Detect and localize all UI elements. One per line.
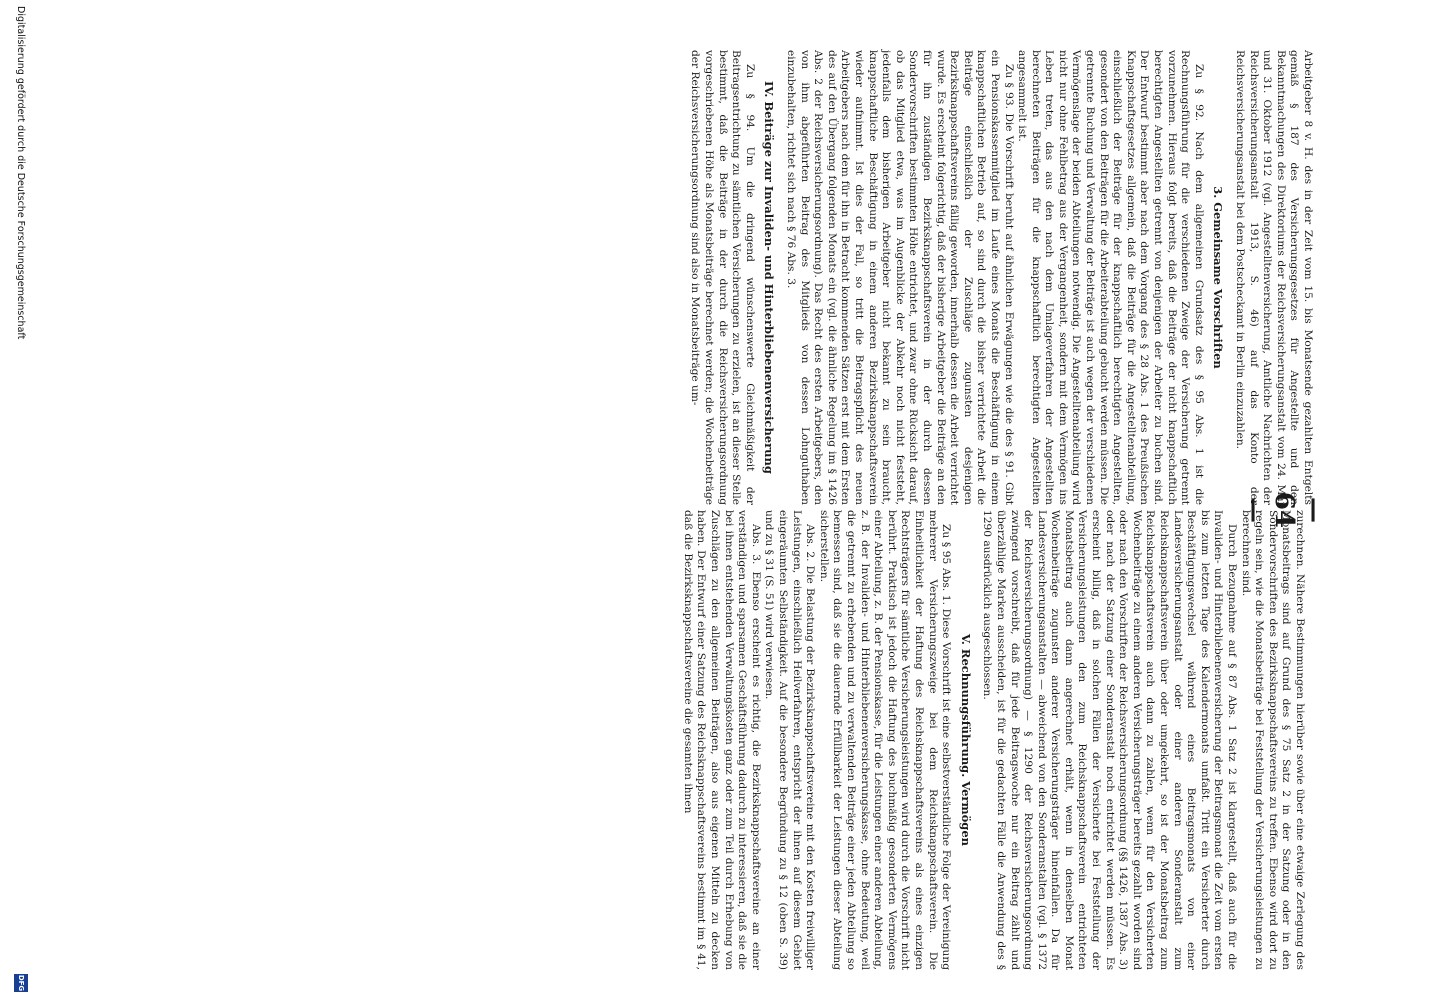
left-section-heading: IV. Beiträge zur Invaliden- und Hinterbliebenenversicherung	[762, 81, 777, 474]
left-paragraph: Arbeitgeber 8 v. H. des in der Zeit vom 15. bis Monatsende gezahlten Entgelts gemäß § 187 des Versicherungsgesetzes für Angestellte und den Bekanntmachungen des Direktoriums der Reichsversicherungsanstalt vom 24. Mai und 31. Oktober 1912 (vgl. Angestelltenversicherung, Amtliche Nachrichten der Reichsversicherungsanstalt 1913, S. 46) auf das Konto der Reichsversicherungsanstalt bei dem Postscheckamt in Berlin einzuzahlen.	[1234, 50, 1314, 505]
left-text-column	[688, 50, 1314, 505]
right-paragraph: zurechnen. Nähere Bestimmungen hierüber sowie über eine etwaige Zerlegung des Monatsbeitrags sind auf Grund des § 75 Satz 2 in der Satzung oder in den Sondervorschriften des Bezirksknappschaftsvereins zu treffen. Ebenso wird dort zu regeln sein, wie die Monatsbeiträge bei Feststellung der Versicherungsleistungen zu berechnen sind.	[1239, 510, 1306, 970]
right-paragraph: Durch Bezugnahme auf § 87 Abs. 1 Satz 2 ist klargestellt, daß auch für die Invaliden- und Hinterbliebenenversicherung der Beitragsmonat die Zeit vom ersten bis zum letzten Tage des Kalendermonats umfaßt. Tritt ein Versicherter durch Beschäftigungswechsel während eines Beitragsmonats von einer Landesversicherungsanstalt oder einer anderen Sonderanstalt zum Reichsknappschaftsverein über oder umgekehrt, so ist der Monatsbeitrag zum Reichsknappschaftsverein auch dann zu zahlen, wenn für den Versicherten Wochenbeiträge zu einem anderen Versicherungsträger bereits gezahlt worden sind oder nach den Vorschriften der Reichsversicherungsordnung (§§ 1426, 1387 Abs. 3) oder nach der Satzung einer Sonderanstalt noch entrichtet werden müssen. Es erscheint billig, daß in solchen Fällen der Versicherte bei Feststellung der Versicherungsleistungen den zum Reichsknappschaftsverein entrichteten Monatsbeitrag auch dann angerechnet erhält, wenn in denselben Monat Wochenbeiträge zugunsten anderer Versicherungsträger hineinfallen. Da für Landesversicherungsanstalten — abweichend von den Sonderanstalten (vgl. § 1372 der Reichsversicherungsordnung) — § 1290 der Reichsversicherungsordnung zwingend vorschreibt, daß für jede Beitragswoche nur ein Beitrag zählt und überzählige Marken ausscheiden, ist für die gedachten Fälle die Anwendung des § 1290 ausdrücklich ausgeschlossen.	[981, 510, 1239, 970]
right-section-heading: V. Rechnungsführung. Vermögen	[958, 633, 973, 847]
left-section-heading: 3. Gemeinsame Vorschriften	[1211, 186, 1226, 369]
left-paragraph: Zu § 94. Um die dringend wünschenswerte Gleichmäßigkeit der Beitragsentrichtung zu sämtlichen Versicherungen zu erzielen, ist an dieser Stelle bestimmt, daß die Beiträge in der durch die Reichsversicherungsordnung vorgeschriebenen Höhe als Monatsbeiträge berechnet werden; die Wochenbeiträge der Reichsversicherungsordnung sind also in Monatsbeiträge um-	[689, 50, 756, 505]
right-paragraph: Zu § 95 Abs. 1. Diese Vorschrift ist eine selbstverständliche Folge der Vereinigung mehrerer Versicherungszweige bei dem Reichsknappschaftsverein. Die Einheitlichkeit der Haftung des Reichsknappschaftsvereins als eines einzigen Rechtsträgers für sämtliche Versicherungsleistungen wird durch die Vorschrift nicht berührt. Praktisch ist jedoch die Haftung des buchmäßig gesonderten Vermögens einer Abteilung, z. B. der Pensionskasse, für die Leistungen einer anderen Abteilung, z. B. der Invaliden- und Hinterbliebenenversicherungskasse, ohne Bedeutung, weil die getrennt zu erhebenden und zu verwaltenden Beiträge einer jeden Abteilung so bemessen sind, daß sie die dauernde Erfüllbarkeit der Leistungen dieser Abteilung sicherstellen.	[817, 510, 953, 970]
footer	[4, 0, 34, 1000]
dfg-logo-icon: DFG	[14, 974, 28, 992]
right-paragraph: Abs. 2. Die Belastung der Bezirksknappschaftsvereine mit den Kosten freiwilliger Leistungen, einschließlich Heilverfahren, entspricht der ihnen auf diesem Gebiet eingeräumten Selbständigkeit. Auf die besondere Begründung zu § 12 (oben S. 39) und zu § 31 (S. 51) wird verwiesen.	[763, 510, 817, 970]
page-number: — 64 —	[1239, 491, 1329, 529]
right-paragraph: Abs. 3. Ebenso erscheint es richtig, die Bezirksknappschaftsvereine an einer verständigen und sparsamen Geschäftsführung dadurch zu interessieren, daß sie die bei ihnen entstehenden Verwaltungskosten ganz oder zum Teil durch Erhebung von Zuschlägen zu den allgemeinen Beiträgen, also aus eigenen Mitteln zu decken haben. Der Entwurf einer Satzung des Reichsknappschaftsvereins bestimmt im § 41, daß die Bezirksknappschaftsvereine die gesamten ihnen	[681, 510, 762, 970]
left-paragraph: Zu § 93. Die Vorschrift beruht auf ähnlichen Erwägungen wie die des § 91. Gibt ein Pensionskassenmitglied im Laufe eines Monats die Beschäftigung in einem knappschaftlichen Betrieb auf, so sind durch die bisher verrichtete Arbeit die Beiträge einschließlich der Zuschläge zugunsten desjenigen Bezirksknappschaftsvereins fällig geworden, innerhalb dessen die Arbeit verrichtet wurde. Es erscheint folgerichtig, daß der bisherige Arbeitgeber die Beiträge an den für ihn zuständigen Bezirksknappschaftsverein in der durch dessen Sondervorschriften bestimmten Höhe entrichtet, und zwar ohne Rücksicht darauf, ob das Mitglied etwa, was im Augenblicke der Abkehr noch nicht feststeht, jedenfalls dem bisherigen Arbeitgeber nicht bekannt zu sein braucht, knappschaftliche Beschäftigung in einem anderen Bezirksknappschaftsverein wieder aufnimmt. Ist dies der Fall, so tritt die Beitragspflicht des neuen Arbeitgebers nach dem für ihn in Betracht kommenden Sätzen erst mit dem Ersten des auf den Übergang folgenden Monats ein (vgl. die ähnliche Regelung im § 1426 Abs. 2 der Reichsversicherungsordnung). Das Recht des ersten Arbeitgebers, den von ihm abgeführten Beitrag des Mitglieds von dessen Lohnguthaben einzubehalten, richtet sich nach § 76 Abs. 3.	[785, 50, 1015, 505]
right-text-column	[680, 510, 1306, 970]
left-paragraph: Zu § 92. Nach dem allgemeinen Grundsatz des § 95 Abs. 1 ist die Rechnungsführung für die verschiedenen Zweige der Versicherung getrennt vorzunehmen. Hieraus folgt bereits, daß die Beiträge der nicht knappschaftlich berechtigten Angestellten getrennt von denjenigen der Arbeiter zu buchen sind. Der Entwurf bestimmt aber nach dem Vorgang des § 28 Abs. 1 des Preußischen Knappschaftsgesetzes allgemein, daß die Beiträge für die Angestelltenabteilung, einschließlich der Beiträge für der knappschaftlich berechtigten Angestellten, gesondert von den Beiträgen für die Arbeiterabteilung gebucht werden müssen. Die getrennte Buchung und Verwaltung der Beiträge ist auch wegen der verschiedenen Vermögenslage der beiden Abteilungen notwendig. Die Angestelltenabteilung wird nicht nur ohne Fehlbetrag aus der Vergangenheit, sondern mit dem Vermögen ins Leben treten, das aus den nach dem Umlageverfahren der Angestellten berechneten Beiträgen für die knappschaftlich berechtigten Angestellten angesammelt ist.	[1016, 50, 1205, 505]
footer-credit: Digitalisierung gefördert durch die Deutsche Forschungsgemeinschaft	[15, 6, 26, 340]
